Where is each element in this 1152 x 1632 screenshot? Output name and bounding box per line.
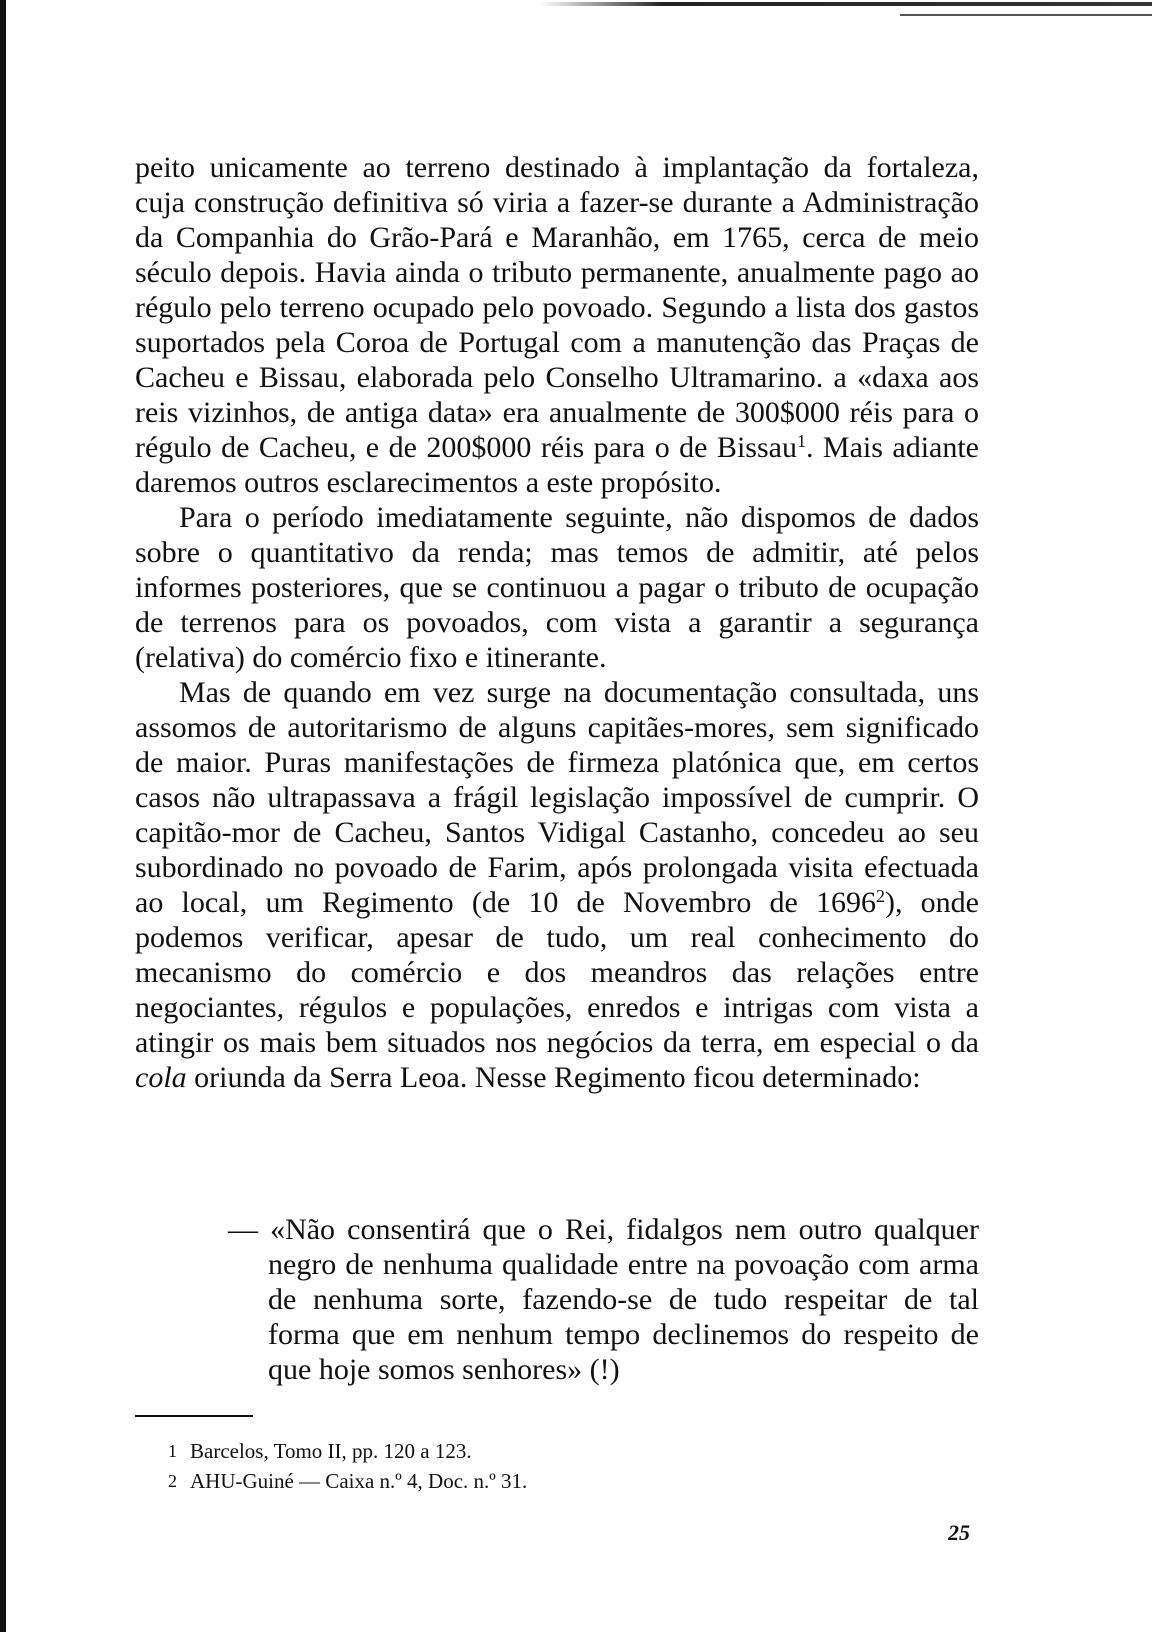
footnotes xyxy=(168,1436,868,1496)
footnote-1-text: Barcelos, Tomo II, pp. 120 a 123. xyxy=(190,1439,472,1463)
footnote-ref-1: 1 xyxy=(796,431,806,451)
footnote-2 xyxy=(168,1466,868,1496)
paragraph-2-text: Para o período imediatamente seguinte, não dispomos de dados sobre o quantitativo da renda; mas temos de admitir, até pelos informes posteriores, que se continuou a pagar o tributo de ocupação de terrenos para os povoados, com vista a garantir a segurança (relativa) do comércio fixo e itinerante. xyxy=(135,501,979,674)
footnote-1 xyxy=(168,1436,868,1466)
main-text xyxy=(135,150,979,1095)
paragraph-3-italic-term: cola xyxy=(135,1061,187,1094)
paragraph-1 xyxy=(135,150,979,500)
page-number: 25 xyxy=(948,1520,970,1545)
paragraph-2 xyxy=(135,500,979,675)
scan-left-border xyxy=(0,0,6,1632)
paragraph-1-tail: . Mais adiante daremos outros esclarecimentos a este propósito. xyxy=(135,431,979,499)
paragraph-3-middle: ), onde podemos verificar, apesar de tudo, um real conhecimento do mecanismo do comércio e dos meandros das relações entre negociantes, régulos e populações, enredos e intrigas com vista a atingir os mais bem situados nos negócios da terra, em especial o da xyxy=(135,886,979,1059)
block-quote xyxy=(228,1212,979,1387)
footnote-1-number: 1 xyxy=(168,1441,177,1461)
paragraph-3-text: Mas de quando em vez surge na documentação consultada, uns assomos de autoritarismo de alguns capitães-mores, sem significado de maior. Puras manifestações de firmeza platónica que, em certos casos não ultrapassava a frágil legislação impossível de cumprir. O capitão-mor de Cacheu, Santos Vidigal Castanho, concedeu ao seu subordinado no povoado de Farim, após prolongada visita efectuada ao local, um Regimento (de 10 de Novembro de 1696 xyxy=(135,676,979,919)
block-quote-text: — «Não consentirá que o Rei, fidalgos nem outro qualquer negro de nenhuma qualidade entre na povoação com arma de nenhuma sorte, fazendo-se de tudo respeitar de tal forma que em nenhum tempo declinemos do respeito de que hoje somos senhores» (!) xyxy=(228,1213,979,1386)
footnote-ref-2: 2 xyxy=(876,886,885,906)
footnote-2-number: 2 xyxy=(168,1471,177,1491)
paragraph-3 xyxy=(135,675,979,1095)
scan-top-border-secondary xyxy=(900,14,1152,16)
footnote-divider xyxy=(135,1415,253,1417)
scan-top-border xyxy=(540,2,1152,6)
footnote-2-text: AHU-Guiné — Caixa n.º 4, Doc. n.º 31. xyxy=(190,1469,528,1493)
paragraph-3-tail: oriunda da Serra Leoa. Nesse Regimento ficou determinado: xyxy=(186,1061,921,1094)
paragraph-1-text: peito unicamente ao terreno destinado à implantação da fortaleza, cuja construção definitiva só viria a fazer-se durante a Administração da Companhia do Grão-Pará e Maranhão, em 1765, cerca de meio século depois. Havia ainda o tributo permanente, anualmente pago ao régulo pelo terreno ocupado pelo povoado. Segundo a lista dos gastos suportados pela Coroa de Portugal com a manutenção das Praças de Cacheu e Bissau, elaborada pelo Conselho Ultramarino. a «daxa aos reis vizinhos, de antiga data» era anualmente de 300$000 réis para o régulo de Cacheu, e de 200$000 réis para o de Bissau xyxy=(135,151,979,464)
